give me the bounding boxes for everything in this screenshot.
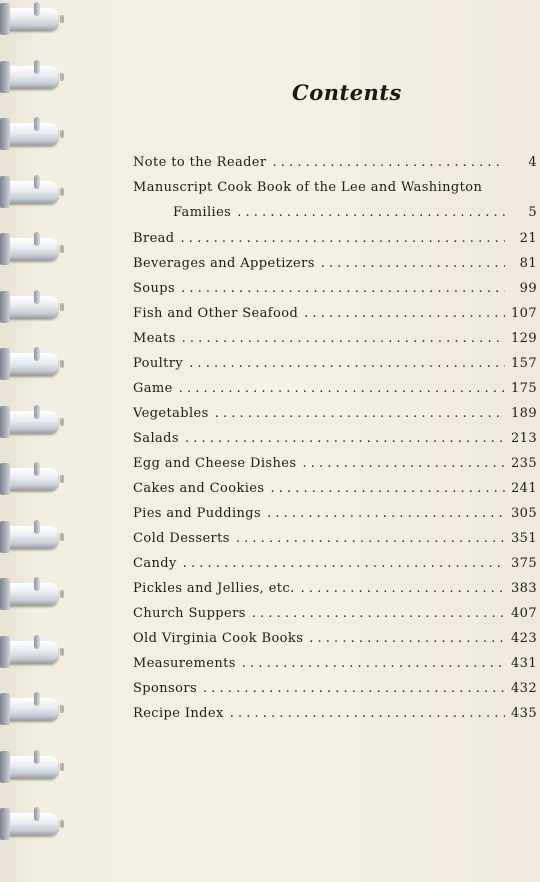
toc-entry-page: 189 xyxy=(510,406,537,421)
punch-hole xyxy=(60,648,64,656)
toc-entry-page: 213 xyxy=(510,431,537,446)
toc-entry xyxy=(133,381,537,406)
leader-dots xyxy=(321,256,505,271)
toc-entry xyxy=(133,681,537,706)
binding-ring xyxy=(4,641,58,663)
toc-entry-label: Measurements xyxy=(133,656,236,671)
punch-hole xyxy=(60,245,64,253)
toc-entry xyxy=(133,306,537,331)
punch-hole xyxy=(60,360,64,368)
leader-dots xyxy=(273,155,505,170)
toc-entry-label: Sponsors xyxy=(133,681,198,696)
toc-entry-label: Beverages and Appetizers xyxy=(133,256,315,271)
leader-dots xyxy=(179,381,505,396)
toc-entry-page: 431 xyxy=(510,656,537,671)
punch-hole xyxy=(60,763,64,771)
page-title: Contents xyxy=(292,80,402,105)
toc-entry-label: Soups xyxy=(133,281,176,296)
binding-ring xyxy=(4,66,58,88)
punch-hole xyxy=(60,475,64,483)
toc-entry-label: Recipe Index xyxy=(133,706,224,721)
toc-entry-page: 383 xyxy=(510,581,537,596)
binding-ring xyxy=(4,583,58,605)
toc-entry-page: 81 xyxy=(519,256,537,271)
toc-entry-label-continued: Families xyxy=(173,205,232,220)
toc-entry-label: Salads xyxy=(133,431,179,446)
punch-hole xyxy=(60,303,64,311)
toc-entry-page: 175 xyxy=(510,381,537,396)
leader-dots xyxy=(301,581,505,596)
punch-hole xyxy=(60,533,64,541)
leader-dots xyxy=(270,481,505,496)
toc-entry-label: Pies and Puddings xyxy=(133,506,262,521)
toc-entry-label: Candy xyxy=(133,556,177,571)
toc-entry xyxy=(133,531,537,556)
toc-entry-label: Church Suppers xyxy=(133,606,246,621)
punch-hole xyxy=(60,590,64,598)
toc-entry-page: 241 xyxy=(510,481,537,496)
toc-entry xyxy=(133,431,537,456)
binding-ring xyxy=(4,123,58,145)
toc-entry-label: Cakes and Cookies xyxy=(133,481,265,496)
binding-ring xyxy=(4,468,58,490)
binding-ring xyxy=(4,238,58,260)
toc-entry xyxy=(133,456,537,481)
toc-entry-page: 235 xyxy=(510,456,537,471)
leader-dots xyxy=(182,331,505,346)
punch-hole xyxy=(60,418,64,426)
toc-entry-label: Cold Desserts xyxy=(133,531,230,546)
leader-dots xyxy=(302,456,505,471)
toc-entry-label: Manuscript Cook Book of the Lee and Washington xyxy=(133,180,483,195)
leader-dots xyxy=(252,606,505,621)
toc-entry xyxy=(133,281,537,306)
toc-entry-page: 305 xyxy=(510,506,537,521)
punch-hole xyxy=(60,73,64,81)
toc-entry xyxy=(133,155,537,180)
punch-hole xyxy=(60,15,64,23)
binding-ring xyxy=(4,411,58,433)
toc-entry xyxy=(133,231,537,256)
toc-entry-page: 4 xyxy=(528,155,537,170)
punch-hole xyxy=(60,188,64,196)
toc-entry-label: Bread xyxy=(133,231,175,246)
leader-dots xyxy=(267,506,505,521)
toc-entry xyxy=(133,506,537,531)
toc-entry-label: Pickles and Jellies, etc. xyxy=(133,581,295,596)
leader-dots xyxy=(189,356,505,371)
toc-entry-page: 351 xyxy=(510,531,537,546)
leader-dots xyxy=(304,306,505,321)
toc-entry xyxy=(133,356,537,381)
toc-entry xyxy=(133,481,537,506)
toc-entry-page: 99 xyxy=(519,281,537,296)
punch-hole xyxy=(60,820,64,828)
binding-ring xyxy=(4,813,58,835)
toc-entry-page: 423 xyxy=(510,631,537,646)
toc-entry xyxy=(133,706,537,731)
toc-entry xyxy=(133,556,537,581)
binding-ring xyxy=(4,8,58,30)
toc-entry xyxy=(133,406,537,431)
leader-dots xyxy=(215,406,505,421)
toc-entry xyxy=(133,331,537,356)
toc-entry-page: 5 xyxy=(528,205,537,220)
leader-dots xyxy=(181,231,505,246)
binding-ring xyxy=(4,353,58,375)
toc-entry-label: Meats xyxy=(133,331,176,346)
leader-dots xyxy=(237,205,505,220)
binding-ring xyxy=(4,296,58,318)
toc-entry-page: 21 xyxy=(519,231,537,246)
leader-dots xyxy=(203,681,505,696)
toc-entry-page: 407 xyxy=(510,606,537,621)
toc-entry-label: Poultry xyxy=(133,356,184,371)
leader-dots xyxy=(183,556,505,571)
toc-entry-label: Game xyxy=(133,381,173,396)
toc-entry-page: 432 xyxy=(510,681,537,696)
toc-entry-label: Egg and Cheese Dishes xyxy=(133,456,297,471)
leader-dots xyxy=(236,531,505,546)
toc-entry-page: 435 xyxy=(510,706,537,721)
toc-entry-label: Fish and Other Seafood xyxy=(133,306,299,321)
toc-entry xyxy=(133,180,537,231)
binding-ring xyxy=(4,181,58,203)
leader-dots xyxy=(309,631,505,646)
leader-dots xyxy=(242,656,505,671)
punch-hole xyxy=(60,130,64,138)
binding-ring xyxy=(4,526,58,548)
spiral-binding xyxy=(0,0,70,882)
toc-entry xyxy=(133,656,537,681)
punch-hole xyxy=(60,705,64,713)
toc-entry xyxy=(133,256,537,281)
toc-entry xyxy=(133,606,537,631)
toc-entry-label: Vegetables xyxy=(133,406,209,421)
toc-entry xyxy=(133,631,537,656)
toc-entry-page: 375 xyxy=(510,556,537,571)
toc-entry-label: Old Virginia Cook Books xyxy=(133,631,304,646)
leader-dots xyxy=(230,706,505,721)
toc-entry-page: 107 xyxy=(510,306,537,321)
toc-entry-page: 157 xyxy=(510,356,537,371)
binding-ring xyxy=(4,698,58,720)
leader-dots xyxy=(181,281,505,296)
toc-entry-page: 129 xyxy=(510,331,537,346)
table-of-contents xyxy=(133,155,537,731)
leader-dots xyxy=(185,431,505,446)
binding-ring xyxy=(4,756,58,778)
toc-entry-label: Note to the Reader xyxy=(133,155,267,170)
toc-entry xyxy=(133,581,537,606)
